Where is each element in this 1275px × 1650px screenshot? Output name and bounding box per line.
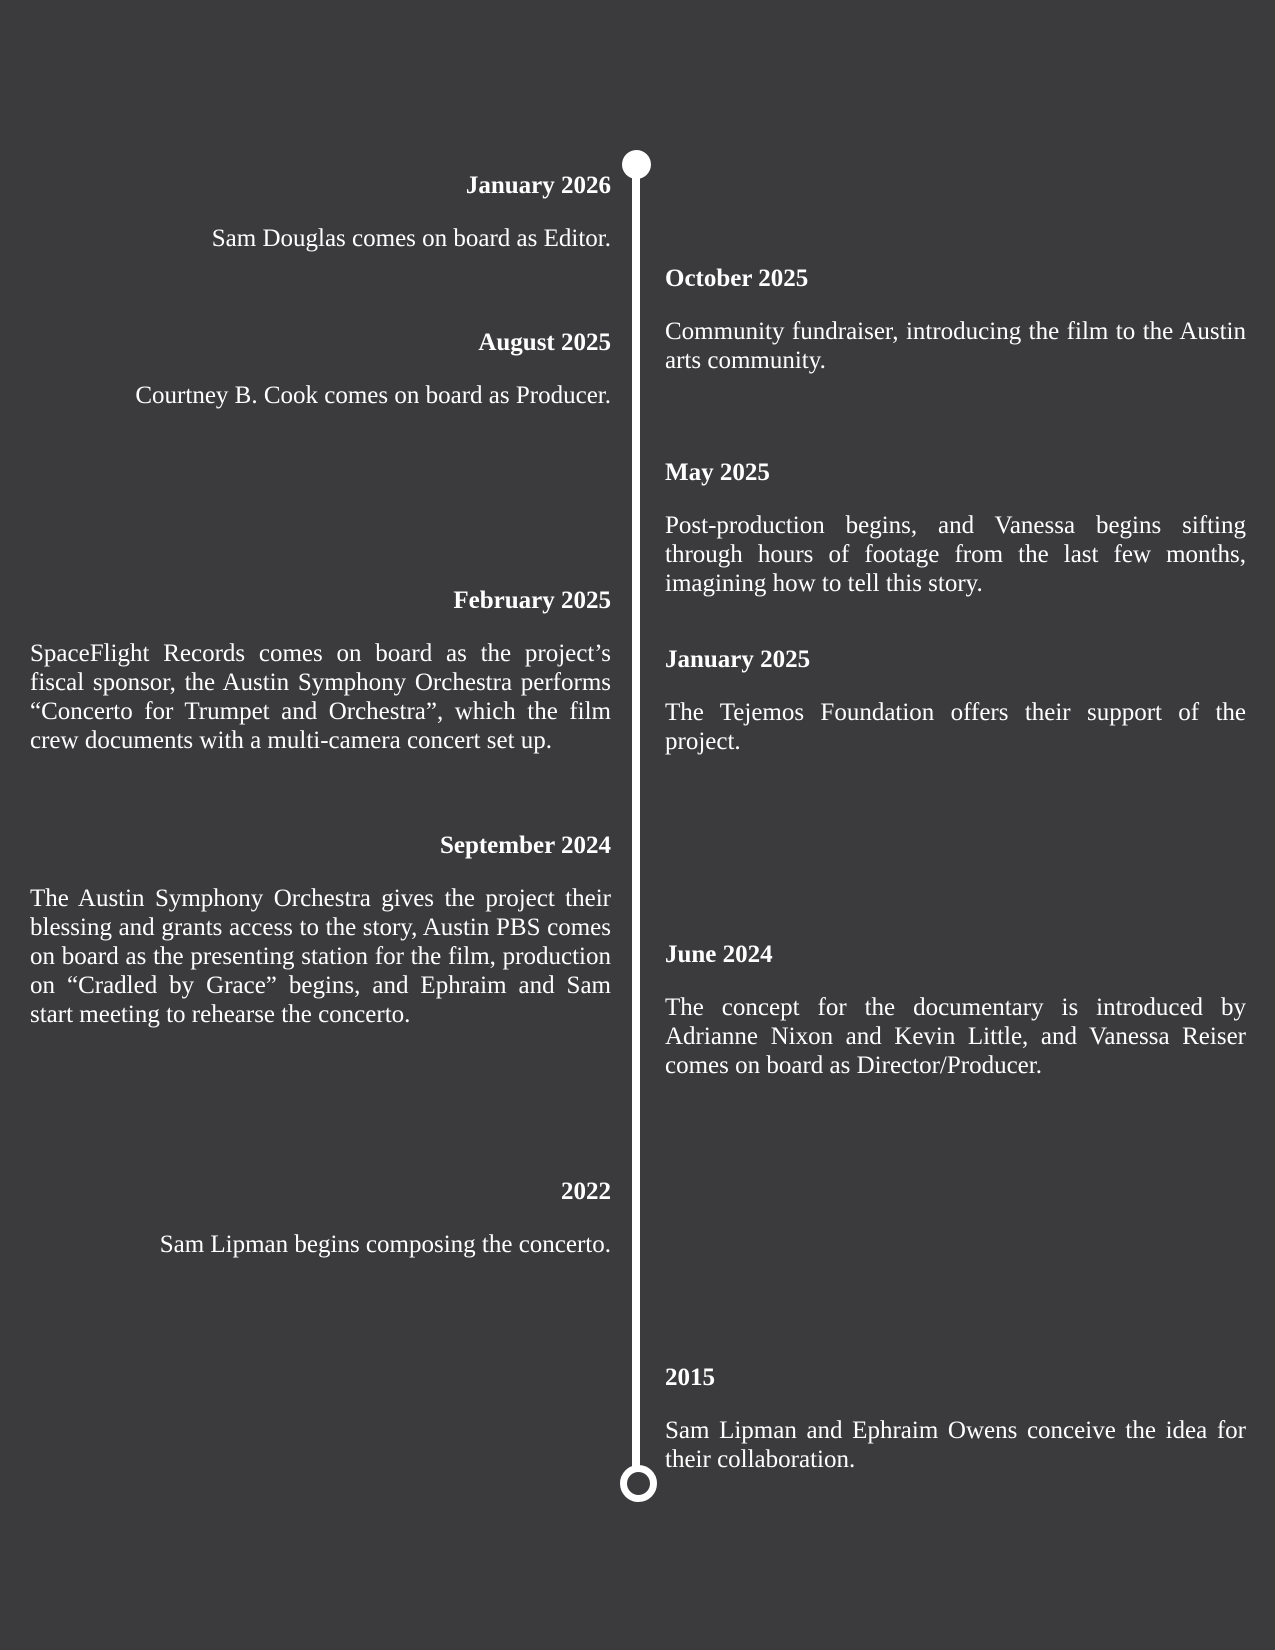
timeline-entry-sep-2024 — [30, 830, 611, 1029]
entry-date: 2015 — [665, 1364, 715, 1391]
timeline-entry-jan-2025 — [665, 644, 1246, 756]
entry-text: SpaceFlight Records comes on board as the project’s fiscal sponsor, the Austin Symphony Orchestra performs “Concerto for Trumpet and Orchestra”, which the film crew documents with a multi-camera concert set up. — [30, 640, 611, 754]
entry-text: Community fundraiser, introducing the film to the Austin arts community. — [665, 318, 1246, 374]
timeline-entry-jan-2026 — [30, 170, 611, 253]
entry-text: The Austin Symphony Orchestra gives the project their blessing and grants access to the story, Austin PBS comes on board as the presenting station for the film, production on “Cradled by Grace” begins, and Ephraim and Sam start meeting to rehearse the concerto. — [30, 885, 611, 1028]
entry-text: Sam Lipman begins composing the concerto. — [159, 1231, 611, 1258]
timeline-entry-feb-2025 — [30, 585, 611, 755]
entry-date: May 2025 — [665, 459, 770, 486]
timeline-entry-jun-2024 — [665, 939, 1246, 1080]
entry-text: Post-production begins, and Vanessa begins sifting through hours of footage from the last few months, imagining how to tell this story. — [665, 512, 1246, 597]
entry-text: Sam Douglas comes on board as Editor. — [211, 225, 611, 252]
timeline-entry-2022 — [30, 1176, 611, 1259]
entry-date: January 2025 — [665, 646, 811, 673]
timeline-start-dot-icon — [622, 150, 651, 179]
entry-date: 2022 — [561, 1178, 611, 1205]
timeline-entry-oct-2025 — [665, 263, 1246, 375]
entry-text: The Tejemos Foundation offers their support of the project. — [665, 699, 1246, 755]
entry-date: January 2026 — [465, 172, 611, 199]
timeline-entry-may-2025 — [665, 457, 1246, 598]
entry-date: August 2025 — [478, 329, 611, 356]
timeline-entry-aug-2025 — [30, 327, 611, 410]
entry-text: Sam Lipman and Ephraim Owens conceive the idea for their collaboration. — [665, 1417, 1246, 1473]
timeline-end-ring-icon — [620, 1465, 657, 1502]
entry-date: September 2024 — [439, 832, 611, 859]
entry-text: The concept for the documentary is introduced by Adrianne Nixon and Kevin Little, and Vanessa Reiser comes on board as Director/Producer. — [665, 994, 1246, 1079]
entry-date: June 2024 — [665, 941, 773, 968]
entry-date: October 2025 — [665, 265, 809, 292]
entry-date: February 2025 — [453, 587, 611, 614]
entry-text: Courtney B. Cook comes on board as Producer. — [135, 382, 611, 409]
timeline-entry-2015 — [665, 1362, 1246, 1474]
timeline-line — [632, 162, 640, 1482]
